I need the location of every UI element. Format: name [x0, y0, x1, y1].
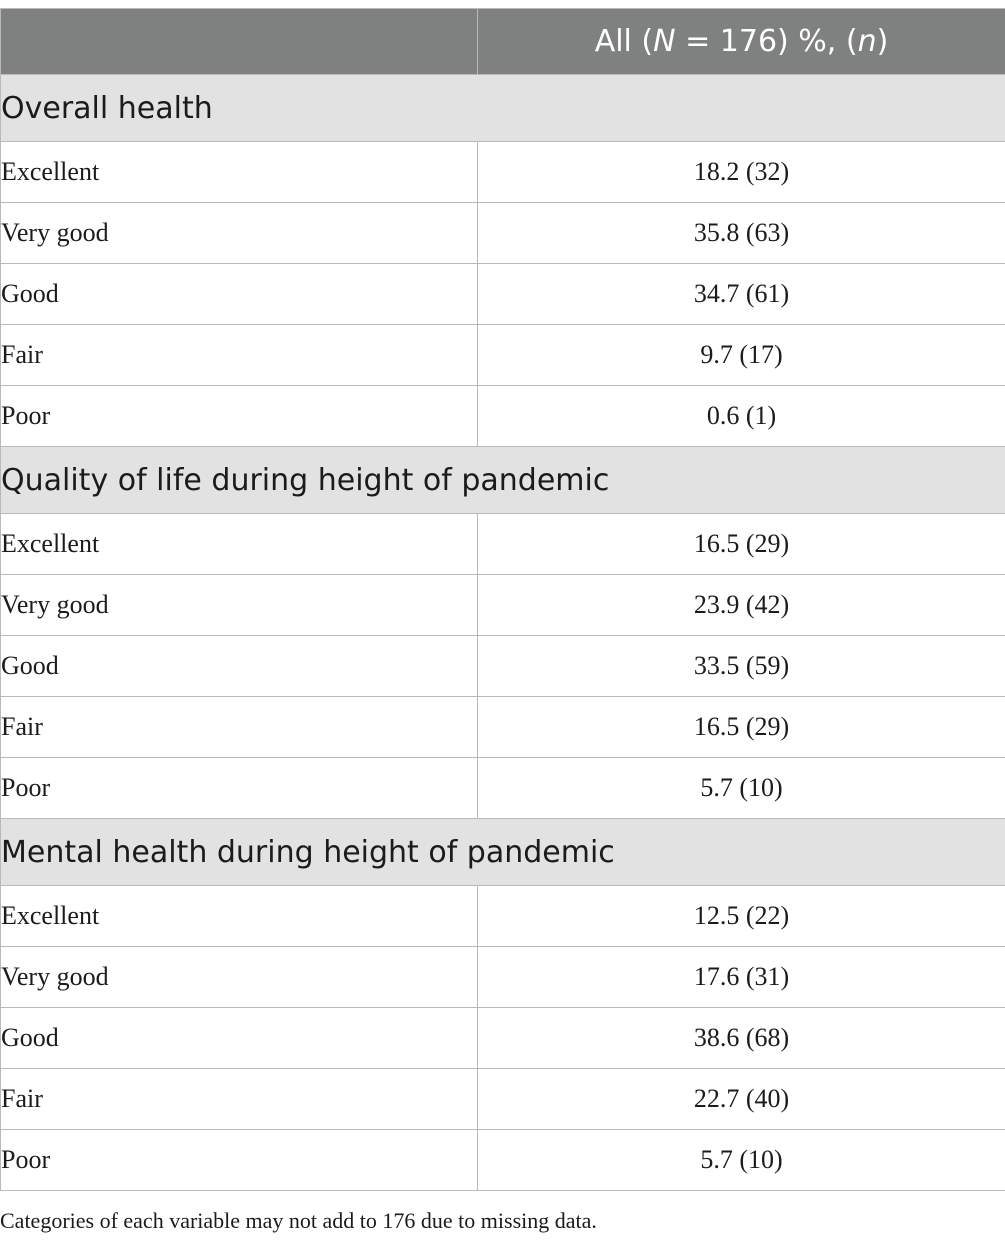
row-value: 12.5 (22) — [478, 886, 1005, 947]
section-title: Overall health — [1, 75, 1005, 142]
row-value: 22.7 (40) — [478, 1069, 1005, 1130]
table-row — [1, 1008, 1005, 1069]
row-label: Excellent — [1, 142, 478, 203]
row-label: Excellent — [1, 886, 478, 947]
row-value: 9.7 (17) — [478, 325, 1005, 386]
table-row — [1, 886, 1005, 947]
table-row — [1, 636, 1005, 697]
row-label: Poor — [1, 1130, 478, 1191]
table-row — [1, 697, 1005, 758]
row-label: Excellent — [1, 514, 478, 575]
row-value: 38.6 (68) — [478, 1008, 1005, 1069]
table-row — [1, 1130, 1005, 1191]
row-value: 0.6 (1) — [478, 386, 1005, 447]
row-value: 18.2 (32) — [478, 142, 1005, 203]
header-n-symbol: N — [653, 24, 676, 59]
row-value: 23.9 (42) — [478, 575, 1005, 636]
section-title: Quality of life during height of pandemic — [1, 447, 1005, 514]
row-label: Poor — [1, 758, 478, 819]
table-row — [1, 514, 1005, 575]
table-row — [1, 1069, 1005, 1130]
table-header-row — [1, 9, 1005, 75]
table-row — [1, 575, 1005, 636]
row-value: 17.6 (31) — [478, 947, 1005, 1008]
header-all-column — [478, 9, 1005, 75]
section-header-row — [1, 447, 1005, 514]
row-label: Very good — [1, 203, 478, 264]
section-header-row — [1, 819, 1005, 886]
row-value: 35.8 (63) — [478, 203, 1005, 264]
results-table — [0, 8, 1005, 1191]
section-title: Mental health during height of pandemic — [1, 819, 1005, 886]
row-label: Fair — [1, 1069, 478, 1130]
row-value: 16.5 (29) — [478, 514, 1005, 575]
row-value: 16.5 (29) — [478, 697, 1005, 758]
row-label: Fair — [1, 697, 478, 758]
section-header-row — [1, 75, 1005, 142]
row-value: 33.5 (59) — [478, 636, 1005, 697]
table-row — [1, 264, 1005, 325]
row-label: Good — [1, 1008, 478, 1069]
table-row — [1, 947, 1005, 1008]
header-text-prefix: All ( — [594, 24, 654, 59]
row-label: Very good — [1, 947, 478, 1008]
table-row — [1, 325, 1005, 386]
header-n-small: n — [857, 24, 877, 59]
row-label: Very good — [1, 575, 478, 636]
header-text-middle: = 176) %, ( — [675, 24, 858, 59]
row-value: 34.7 (61) — [478, 264, 1005, 325]
table-row — [1, 386, 1005, 447]
row-label: Poor — [1, 386, 478, 447]
header-blank-cell — [1, 9, 478, 75]
table-row — [1, 203, 1005, 264]
row-label: Good — [1, 636, 478, 697]
row-value: 5.7 (10) — [478, 758, 1005, 819]
table-footnote: Categories of each variable may not add to 176 due to missing data. — [0, 1208, 597, 1233]
header-text-suffix: ) — [876, 24, 889, 59]
table-row — [1, 758, 1005, 819]
table-row — [1, 142, 1005, 203]
row-value: 5.7 (10) — [478, 1130, 1005, 1191]
row-label: Fair — [1, 325, 478, 386]
row-label: Good — [1, 264, 478, 325]
